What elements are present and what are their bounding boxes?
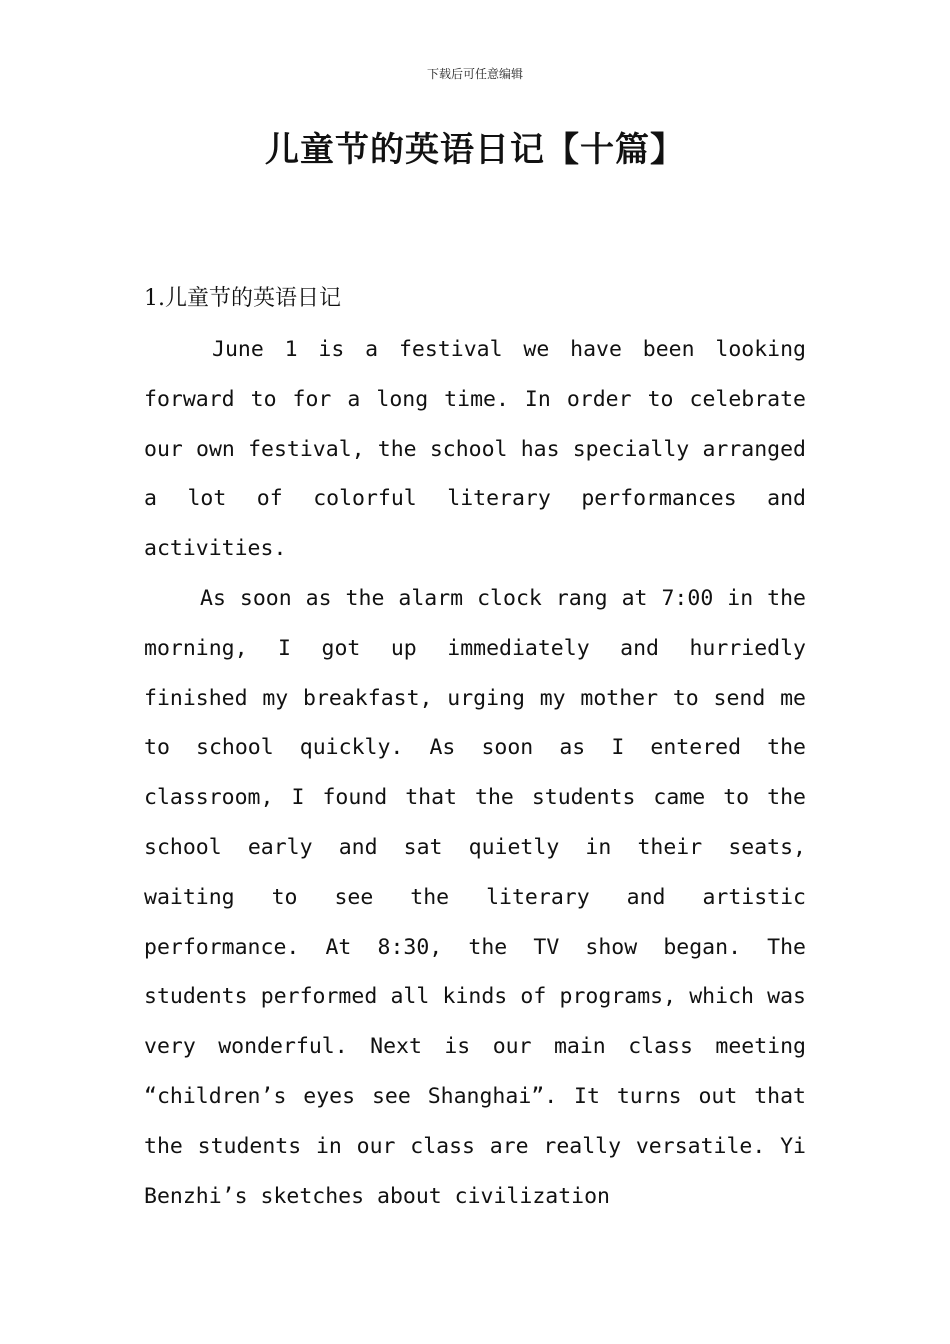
- document-title: 儿童节的英语日记【十篇】: [265, 130, 685, 170]
- section-heading: 1.儿童节的英语日记: [144, 286, 341, 311]
- paragraph: As soon as the alarm clock rang at 7:00 in the morning, I got up immediately and hurriedly finished my breakfast, urging my mother to send me to school quickly. As soon as I entered the classroom, I found that the students came to the school early and sat quietly in their seats, waiting to see the literary and artistic performance. At 8:30, the TV show began. The students performed all kinds of programs, which was very wonderful. Next is our main class meeting “children’s eyes see Shanghai”. It turns out that the students in our class are really versatile. Yi Benzhi’s sketches about civilization: [144, 585, 806, 1209]
- body-text: [144, 325, 806, 1221]
- paragraph: June 1 is a festival we have been looking forward to for a long time. In order to celebrate our own festival, the school has specially arranged a lot of colorful literary performances and activities.: [144, 337, 806, 562]
- header-note: 下载后可任意编辑: [426, 67, 523, 81]
